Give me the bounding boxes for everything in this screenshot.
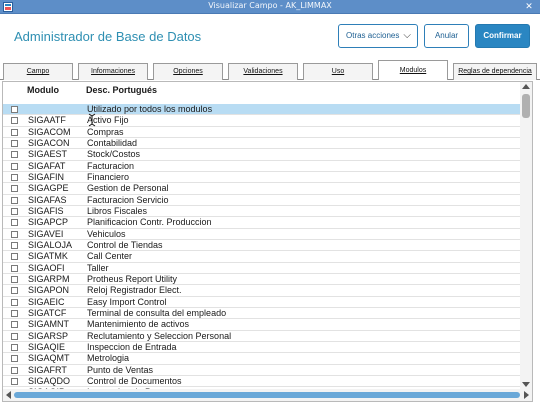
checkbox-unchecked-icon[interactable]: [11, 344, 18, 351]
module-code: SIGAEST: [28, 149, 68, 160]
module-description: Reclutamiento y Seleccion Personal: [87, 330, 232, 341]
tab-label: Uso: [331, 68, 345, 75]
page-title: Administrador de Base de Datos: [14, 29, 202, 44]
table-row[interactable]: [3, 274, 521, 285]
tab-opciones[interactable]: [153, 63, 223, 80]
grid-rows: [3, 104, 521, 399]
module-code: SIGATMK: [28, 251, 68, 262]
module-code: SIGAPCP: [28, 217, 69, 228]
checkbox-unchecked-icon[interactable]: [11, 253, 18, 260]
table-row[interactable]: [3, 251, 521, 262]
table-row[interactable]: [3, 353, 521, 364]
scroll-down-icon[interactable]: [522, 382, 530, 387]
module-code: SIGARPM: [28, 273, 70, 284]
table-row[interactable]: [3, 183, 521, 194]
table-row[interactable]: [3, 115, 521, 126]
vertical-scrollbar[interactable]: [520, 82, 532, 390]
module-code: SIGAQIE: [28, 341, 66, 352]
checkbox-unchecked-icon[interactable]: [11, 174, 18, 181]
tab-label: Opciones: [173, 68, 203, 75]
table-row[interactable]: [3, 104, 521, 115]
vertical-scroll-thumb[interactable]: [522, 94, 530, 118]
table-row[interactable]: [3, 172, 521, 183]
checkbox-unchecked-icon[interactable]: [11, 117, 18, 124]
module-description: Planificacion Contr. Produccion: [87, 217, 212, 228]
close-icon[interactable]: ✕: [525, 1, 533, 11]
checkbox-unchecked-icon[interactable]: [11, 310, 18, 317]
tab-label: Validaciones: [243, 68, 283, 75]
confirm-button[interactable]: Confirmar: [475, 24, 530, 48]
tab-label: Informaciones: [91, 68, 135, 75]
module-code: SIGAQDO: [28, 375, 71, 386]
module-description: Libros Fiscales: [87, 205, 148, 216]
checkbox-unchecked-icon[interactable]: [11, 299, 18, 306]
module-description: Inspeccion de Entrada: [87, 341, 177, 352]
checkbox-unchecked-icon[interactable]: [11, 129, 18, 136]
module-code: SIGAMNT: [28, 319, 70, 330]
module-description: Financiero: [87, 171, 130, 182]
table-row[interactable]: [3, 331, 521, 342]
table-row[interactable]: [3, 285, 521, 296]
module-description: Vehiculos: [87, 228, 126, 239]
more-actions-label: Otras acciones: [346, 31, 400, 40]
tab-label: Modulos: [399, 67, 427, 74]
table-row[interactable]: [3, 229, 521, 240]
cancel-button[interactable]: Anular: [424, 24, 469, 48]
module-code: SIGAQMT: [28, 353, 70, 364]
checkbox-unchecked-icon[interactable]: [11, 242, 18, 249]
tab-reglas-de-dependencia[interactable]: [453, 63, 537, 80]
tab-uso[interactable]: [303, 63, 373, 80]
chevron-down-icon: ⌵: [403, 30, 411, 41]
module-code: SIGACOM: [28, 126, 71, 137]
text-cursor-icon: [88, 113, 96, 127]
module-code: SIGALOJA: [28, 239, 73, 250]
tab-label: Campo: [26, 68, 50, 75]
table-row[interactable]: [3, 206, 521, 217]
checkbox-unchecked-icon[interactable]: [11, 265, 18, 272]
horizontal-scrollbar[interactable]: [3, 389, 532, 401]
module-code: SIGAFIN: [28, 171, 65, 182]
checkbox-unchecked-icon[interactable]: [11, 185, 18, 192]
table-row[interactable]: [3, 365, 521, 376]
checkbox-unchecked-icon[interactable]: [11, 151, 18, 158]
module-code: SIGACON: [28, 137, 70, 148]
table-row[interactable]: [3, 149, 521, 160]
module-code: SIGAVEI: [28, 228, 64, 239]
column-header-description[interactable]: Desc. Portugués: [86, 85, 158, 95]
window-title: Visualizar Campo - AK_LIMMAX: [208, 1, 332, 10]
table-row[interactable]: [3, 161, 521, 172]
page-header: [0, 14, 540, 60]
module-code: SIGAFAT: [28, 160, 66, 171]
module-description: Control de Tiendas: [87, 239, 163, 250]
checkbox-unchecked-icon[interactable]: [11, 333, 18, 340]
module-description: Facturacion: [87, 160, 135, 171]
table-row[interactable]: [3, 376, 521, 387]
table-row[interactable]: [3, 127, 521, 138]
tab-label: Reglas de dependencia: [458, 68, 532, 75]
module-description: Call Center: [87, 251, 133, 262]
table-row[interactable]: [3, 138, 521, 149]
module-description: Reloj Registrador Elect.: [87, 285, 182, 296]
module-description: Easy Import Control: [87, 296, 167, 307]
tab-campo[interactable]: [3, 63, 73, 80]
checkbox-unchecked-icon[interactable]: [11, 208, 18, 215]
module-code: SIGAOFI: [28, 262, 65, 273]
table-row[interactable]: [3, 240, 521, 251]
module-description: Compras: [87, 126, 124, 137]
module-description: Punto de Ventas: [87, 364, 154, 375]
module-description: Terminal de consulta del empleado: [87, 307, 227, 318]
scroll-up-icon[interactable]: [522, 84, 530, 89]
checkbox-unchecked-icon[interactable]: [11, 378, 18, 385]
checkbox-unchecked-icon[interactable]: [11, 355, 18, 362]
checkbox-unchecked-icon[interactable]: [11, 106, 18, 113]
table-row[interactable]: [3, 217, 521, 228]
module-code: SIGATCF: [28, 307, 67, 318]
table-row[interactable]: [3, 195, 521, 206]
table-row[interactable]: [3, 319, 521, 330]
module-description: Control de Documentos: [87, 375, 182, 386]
scroll-left-icon[interactable]: [6, 391, 11, 399]
scroll-right-icon[interactable]: [524, 391, 529, 399]
module-code: SIGAFRT: [28, 364, 67, 375]
checkbox-unchecked-icon[interactable]: [11, 321, 18, 328]
checkbox-unchecked-icon[interactable]: [11, 231, 18, 238]
checkbox-unchecked-icon[interactable]: [11, 197, 18, 204]
module-description: Metrologia: [87, 353, 130, 364]
checkbox-unchecked-icon[interactable]: [11, 163, 18, 170]
column-header-module[interactable]: Modulo: [27, 85, 59, 95]
module-code: SIGAPON: [28, 285, 70, 296]
module-description: Protheus Report Utility: [87, 273, 178, 284]
tab-bar: [0, 60, 540, 80]
module-description: Stock/Costos: [87, 149, 141, 160]
module-code: SIGAFAS: [28, 194, 67, 205]
module-description: Gestion de Personal: [87, 183, 169, 194]
grid-header: [3, 82, 521, 104]
module-code: SIGAGPE: [28, 183, 69, 194]
checkbox-unchecked-icon[interactable]: [11, 287, 18, 294]
table-row[interactable]: [3, 308, 521, 319]
modules-grid: [2, 81, 533, 402]
checkbox-unchecked-icon[interactable]: [11, 140, 18, 147]
table-row[interactable]: [3, 263, 521, 274]
module-description: Contabilidad: [87, 137, 138, 148]
tab-modulos[interactable]: [378, 60, 448, 80]
module-description: Mantenimiento de activos: [87, 319, 190, 330]
module-description: Activo Fijo: [87, 115, 129, 126]
window-titlebar: [0, 0, 540, 14]
module-description: Utilizado por todos los modulos: [87, 104, 213, 114]
table-row[interactable]: [3, 342, 521, 353]
checkbox-unchecked-icon[interactable]: [11, 219, 18, 226]
module-description: Facturacion Servicio: [87, 194, 169, 205]
horizontal-scroll-thumb[interactable]: [14, 392, 520, 398]
module-code: SIGAFIS: [28, 205, 64, 216]
checkbox-unchecked-icon[interactable]: [11, 276, 18, 283]
module-code: SIGAEIC: [28, 296, 65, 307]
tab-validaciones[interactable]: [228, 63, 298, 80]
checkbox-unchecked-icon[interactable]: [11, 367, 18, 374]
module-code: SIGAATF: [28, 115, 66, 126]
table-row[interactable]: [3, 297, 521, 308]
module-code: SIGARSP: [28, 330, 69, 341]
tab-informaciones[interactable]: [78, 63, 148, 80]
module-description: Taller: [87, 262, 109, 273]
more-actions-button[interactable]: [338, 24, 418, 48]
